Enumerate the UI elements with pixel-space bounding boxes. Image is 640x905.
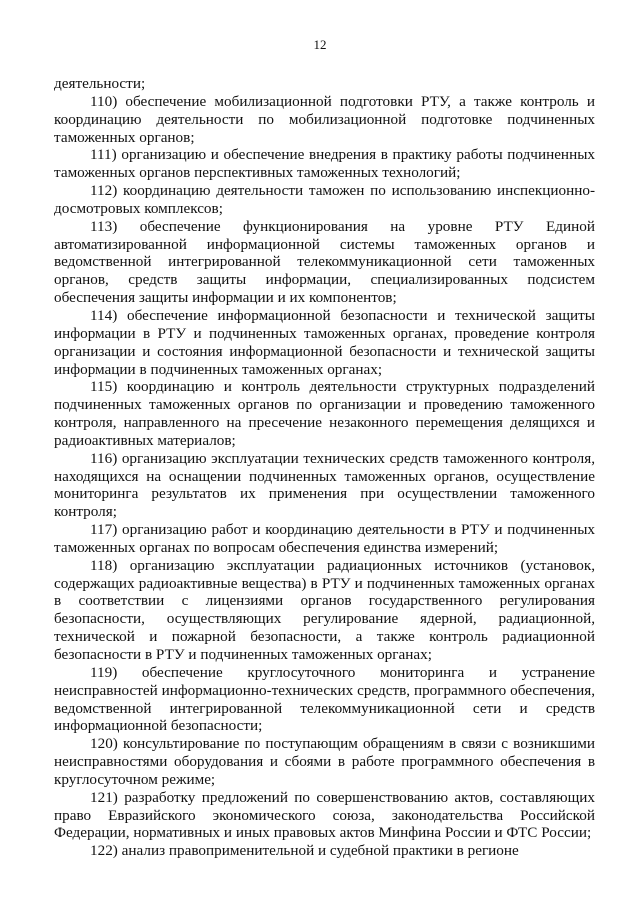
page-number: 12	[313, 37, 327, 52]
paragraph-item-116: 116) организацию эксплуатации технических средств таможенного контроля, находящихся на оснащении подчиненных таможенных органов, осуществление мониторинга результатов их применения при осуществлении таможенного контроля;	[54, 449, 595, 521]
paragraph-item-121: 121) разработку предложений по совершенствованию актов, составляющих право Евразийского экономического союза, законодательства Российской Федерации, нормативных и иных правовых актов Минфина России и ФТС России;	[54, 788, 595, 842]
paragraph-item-120: 120) консультирование по поступающим обращениям в связи с возникшими неисправностями оборудования и сбоями в работе программного обеспечения в круглосуточном режиме;	[54, 735, 595, 788]
paragraph-item-119: 119) обеспечение круглосуточного мониторинга и устранение неисправностей информационно-технических средств, программного обеспечения, ведомственной интегрированной телекоммуникационной сети и средств информационной безопасности;	[54, 663, 595, 735]
paragraph-item-122: 122) анализ правоприменительной и судебной практики в регионе	[90, 842, 519, 860]
paragraph-continuation: деятельности;	[54, 75, 146, 92]
paragraph-item-112: 112) координацию деятельности таможен по использованию инспекционно-досмотровых комплексов;	[54, 182, 595, 217]
paragraph-item-118: 118) организацию эксплуатации радиационных источников (установок, содержащих радиоактивные вещества) в РТУ и подчиненных таможенных органах в соответствии с лицензиями органов государственного регулирования безопасности, осуществляющих регулирование ядерной, радиационной, технической и пожарной безопасности, а также контроль радиационной безопасности в РТУ и подчиненных таможенных органах;	[54, 556, 595, 663]
document-body	[54, 75, 595, 860]
paragraph-item-110: 110) обеспечение мобилизационной подготовки РТУ, а также контроль и координацию деятельности по мобилизационной подготовке подчиненных таможенных органов;	[54, 92, 595, 146]
paragraph-item-115: 115) координацию и контроль деятельности структурных подразделений подчиненных таможенных органов по организации и проведению таможенного контроля, направленного на пресечение незаконного перемещения делящихся и радиоактивных материалов;	[54, 378, 595, 449]
paragraph-item-111: 111) организацию и обеспечение внедрения в практику работы подчиненных таможенных органов перспективных таможенных технологий;	[54, 146, 595, 182]
paragraph-item-113: 113) обеспечение функционирования на уровне РТУ Единой автоматизированной информационной системы таможенных органов и ведомственной интегрированной телекоммуникационной сети таможенных органов, средств защиты информации, специализированных подсистем обеспечения защиты информации и их компонентов;	[54, 217, 595, 307]
paragraph-item-114: 114) обеспечение информационной безопасности и технической защиты информации в РТУ и подчиненных таможенных органах, проведение контроля организации и состояния информационной безопасности и технической защиты информации в подчиненных таможенных органах;	[54, 306, 595, 378]
paragraph-item-117: 117) организацию работ и координацию деятельности в РТУ и подчиненных таможенных органах по вопросам обеспечения единства измерений;	[54, 521, 595, 556]
